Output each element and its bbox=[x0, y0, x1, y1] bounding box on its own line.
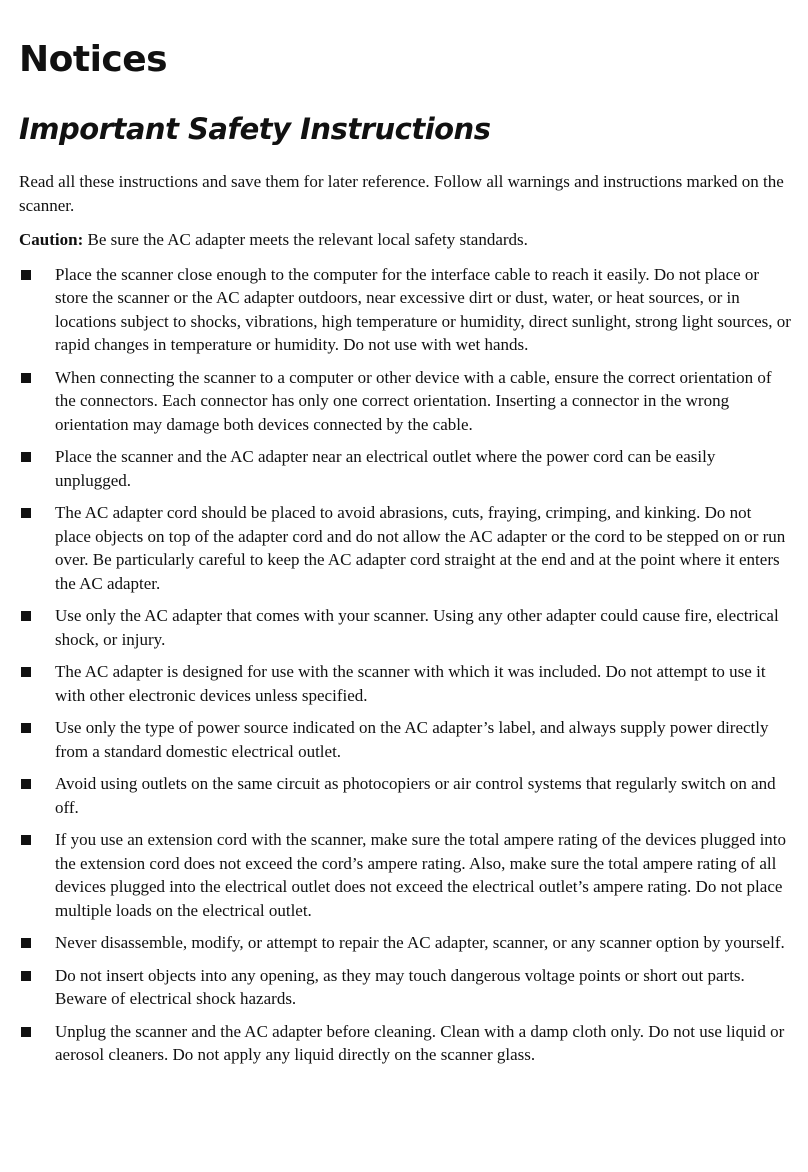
list-item-text: Unplug the scanner and the AC adapter before cleaning. Clean with a damp cloth only. Do not use liquid or aerosol cleaners. Do not apply any liquid directly on the scanner glass. bbox=[55, 1021, 785, 1064]
square-bullet-icon bbox=[21, 611, 31, 621]
list-item-text: Use only the AC adapter that comes with your scanner. Using any other adapter could cause fire, electrical shock, or injury. bbox=[55, 606, 779, 649]
square-bullet-icon bbox=[21, 667, 31, 677]
square-bullet-icon bbox=[21, 779, 31, 789]
square-bullet-icon bbox=[21, 508, 31, 518]
caution-paragraph bbox=[19, 228, 791, 252]
square-bullet-icon bbox=[21, 270, 31, 280]
list-item bbox=[19, 716, 791, 763]
intro-paragraph: Read all these instructions and save them for later reference. Follow all warnings and instructions marked on the scanner. bbox=[19, 172, 784, 215]
square-bullet-icon bbox=[21, 452, 31, 462]
list-item bbox=[19, 772, 791, 819]
list-item bbox=[19, 964, 791, 1011]
section-heading: Important Safety Instructions bbox=[19, 112, 491, 146]
document-body bbox=[19, 170, 791, 1076]
list-item bbox=[19, 263, 791, 357]
square-bullet-icon bbox=[21, 1027, 31, 1037]
list-item-text: Place the scanner close enough to the computer for the interface cable to reach it easily. Do not place or store the scanner or the AC adapter outdoors, near excessive dirt or dust, water, or heat sources, or in locations subject to shocks, vibrations, high temperature or humidity, direct sunlight, strong light sources, or rapid changes in temperature or humidity. Do not use with wet hands. bbox=[55, 264, 791, 354]
list-item-text: When connecting the scanner to a computer or other device with a cable, ensure the correct orientation of the connectors. Each connector has only one correct orientation. Inserting a connector in the wrong orientation may damage both devices connected by the cable. bbox=[55, 367, 772, 434]
list-item-text: Do not insert objects into any opening, as they may touch dangerous voltage points or short out parts. Beware of electrical shock hazards. bbox=[55, 965, 745, 1008]
list-item-text: The AC adapter is designed for use with the scanner with which it was included. Do not attempt to use it with other electronic devices unless specified. bbox=[55, 662, 766, 705]
caution-text: Be sure the AC adapter meets the relevant local safety standards. bbox=[83, 230, 528, 249]
list-item bbox=[19, 445, 791, 492]
list-item-text: The AC adapter cord should be placed to avoid abrasions, cuts, fraying, crimping, and kinking. Do not place objects on top of the adapter cord and do not allow the AC adapter or the cord to be stepped on or run over. Be particularly careful to keep the AC adapter cord straight at the end and at the point where it enters the AC adapter. bbox=[55, 503, 786, 593]
square-bullet-icon bbox=[21, 373, 31, 383]
list-item-text: Avoid using outlets on the same circuit as photocopiers or air control systems that regularly switch on and off. bbox=[55, 774, 776, 817]
list-item bbox=[19, 660, 791, 707]
list-item bbox=[19, 1020, 791, 1067]
list-item-text: Never disassemble, modify, or attempt to repair the AC adapter, scanner, or any scanner option by yourself. bbox=[55, 933, 785, 952]
list-item bbox=[19, 931, 791, 955]
square-bullet-icon bbox=[21, 723, 31, 733]
list-item bbox=[19, 501, 791, 595]
square-bullet-icon bbox=[21, 971, 31, 981]
page-title: Notices bbox=[19, 39, 168, 80]
caution-label: Caution: bbox=[19, 230, 84, 249]
list-item bbox=[19, 828, 791, 922]
list-item-text: Place the scanner and the AC adapter near an electrical outlet where the power cord can be easily unplugged. bbox=[55, 447, 716, 490]
list-item bbox=[19, 604, 791, 651]
list-item-text: If you use an extension cord with the scanner, make sure the total ampere rating of the devices plugged into the extension cord does not exceed the cord’s ampere rating. Also, make sure the total ampere rating of all devices plugged into the electrical outlet does not exceed the electrical outlet’s ampere rating. Do not place multiple loads on the electrical outlet. bbox=[55, 830, 787, 920]
square-bullet-icon bbox=[21, 938, 31, 948]
safety-instruction-list bbox=[19, 263, 791, 1067]
list-item-text: Use only the type of power source indicated on the AC adapter’s label, and always supply power directly from a standard domestic electrical outlet. bbox=[55, 718, 769, 761]
list-item bbox=[19, 366, 791, 437]
square-bullet-icon bbox=[21, 835, 31, 845]
